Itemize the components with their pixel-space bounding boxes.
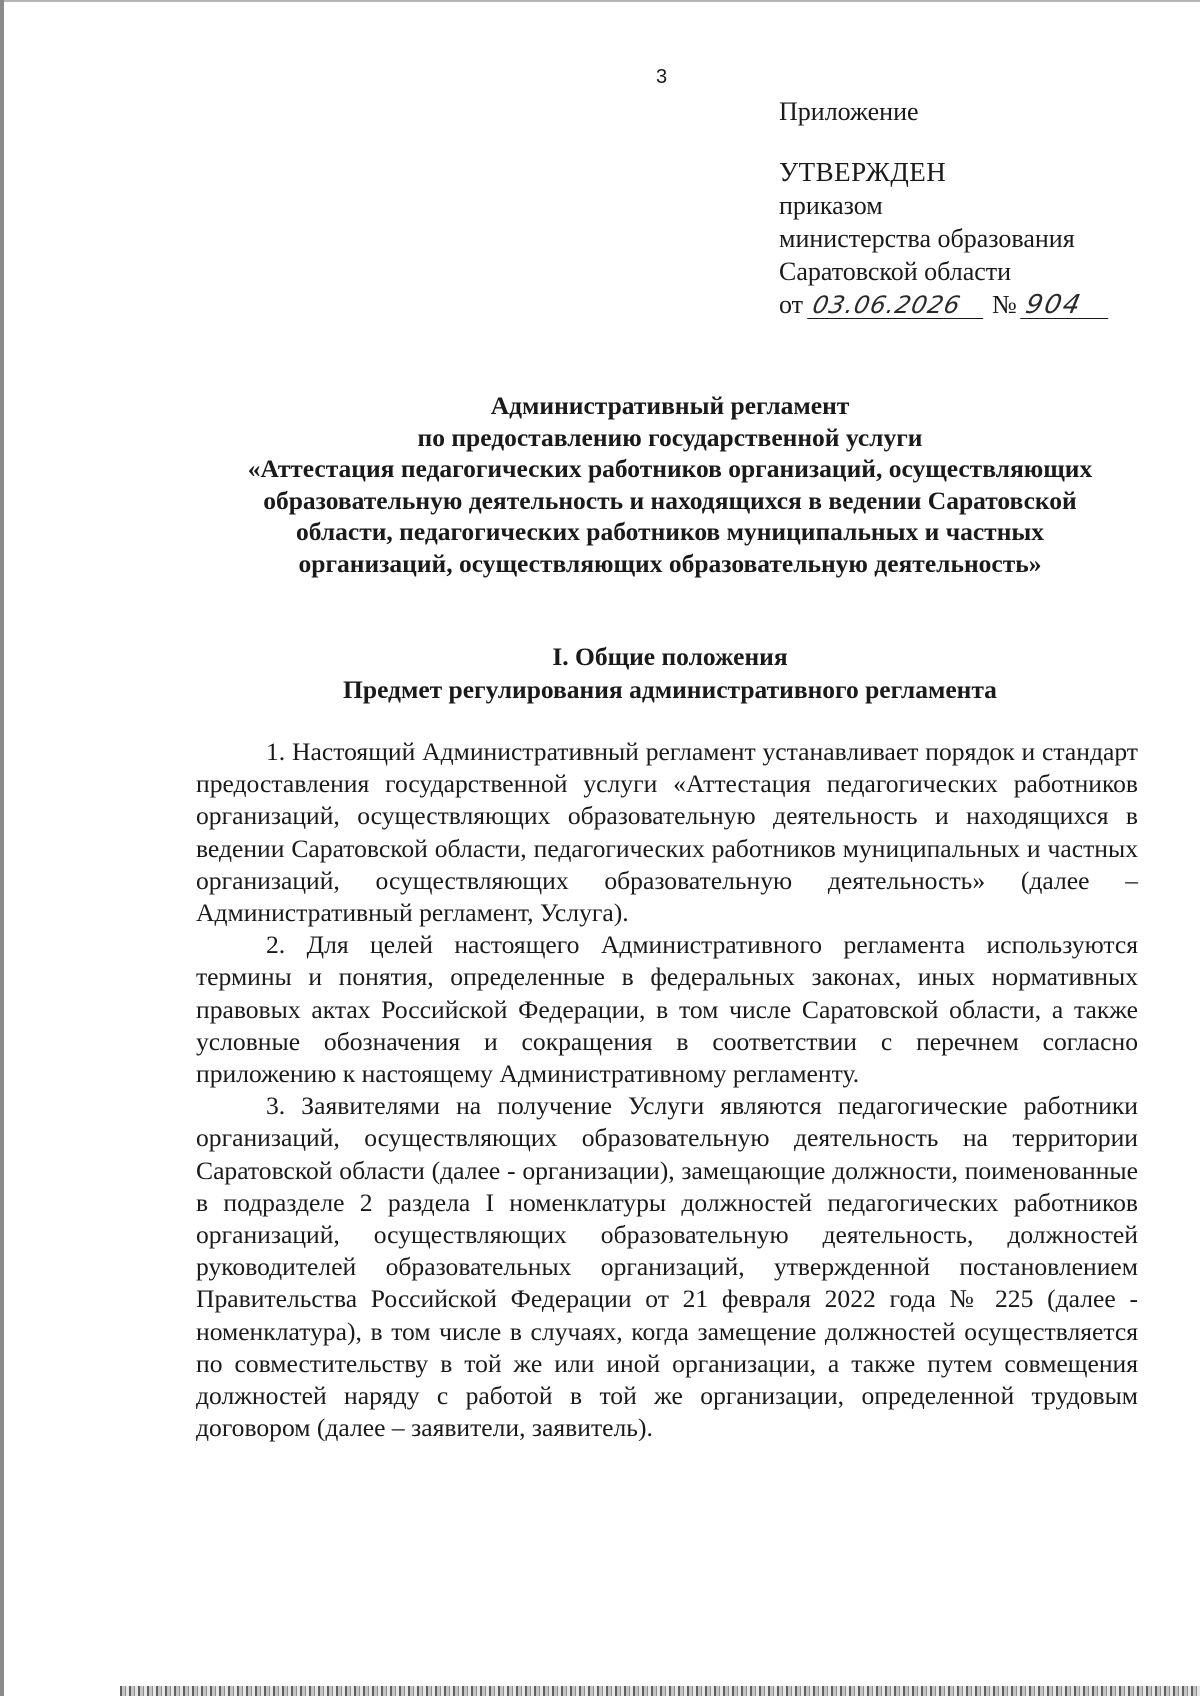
- section-title: I. Общие положения: [552, 642, 788, 671]
- appendix-label: Приложение: [779, 97, 919, 126]
- title-line: «Аттестация педагогических работников организаций, осуществляющих: [247, 454, 1093, 483]
- number-sign: №: [992, 290, 1017, 319]
- paragraph-2: 2. Для целей настоящего Административного регламента используются термины и понятия, определенные в федеральных законах, иных нормативных правовых актах Российской Федерации, в том числе Саратовской области, а также условные обозначения и сокращения в соответствии с перечнем согласно приложению к настоящему Административному регламенту.: [196, 930, 1138, 1089]
- title-line: области, педагогических работников муниципальных и частных: [295, 517, 1045, 546]
- section-heading: [170, 640, 1170, 706]
- region-label: Саратовской области: [779, 257, 1012, 286]
- title-line: по предоставлению государственной услуги: [417, 422, 923, 452]
- handwritten-number: 904: [1020, 292, 1114, 319]
- ministry-label: министерства образования: [779, 224, 1075, 253]
- date-prefix: от: [779, 290, 804, 319]
- scan-edge-bottom: [120, 1686, 1200, 1696]
- scan-edge-left: [0, 0, 4, 1696]
- section-subtitle: Предмет регулирования административного регламента: [343, 675, 997, 704]
- handwritten-date: 03.06.2026: [807, 292, 989, 319]
- document-title: [170, 390, 1170, 579]
- approval-stamp-block: [779, 95, 1179, 321]
- title-line: образовательную деятельность и находящихся в ведении Саратовской: [263, 485, 1077, 515]
- body-text: [196, 736, 1138, 1444]
- paragraph-1: 1. Настоящий Административный регламент устанавливает порядок и стандарт предоставления государственной услуги «Аттестация педагогических работников организаций, осуществляющих образовательную деятельность и находящихся в ведении Саратовской области, педагогических работников муниципальных и частных организаций, осуществляющих образовательную деятельность» (далее – Административный регламент, Услуга).: [196, 737, 1138, 928]
- order-label: приказом: [779, 191, 883, 220]
- paragraph-3: 3. Заявителями на получение Услуги являются педагогические работники организаций, осуществляющих образовательную деятельность на территории Саратовской области (далее - организации), замещающие должности, поименованные в подразделе 2 раздела I номенклатуры должностей педагогических работников организаций, осуществляющих образовательную деятельность, должностей руководителей образовательных организаций, утвержденной постановлением Правительства Российской Федерации от 21 февраля 2022 года № 225 (далее - номенклатура), в том числе в случаях, когда замещение должностей осуществляется по совместительству в той же или иной организации, а также путем совмещения должностей наряду с работой в той же организации, определенной трудовым договором (далее – заявители, заявитель).: [196, 1091, 1138, 1443]
- order-date-line: [779, 288, 1179, 321]
- page-number: 3: [656, 66, 668, 88]
- title-line: Административный регламент: [490, 391, 850, 420]
- scan-edge-top: [0, 0, 1200, 2]
- approved-label: УТВЕРЖДЕН: [779, 157, 947, 187]
- title-line: организаций, осуществляющих образовательную деятельность»: [298, 548, 1042, 578]
